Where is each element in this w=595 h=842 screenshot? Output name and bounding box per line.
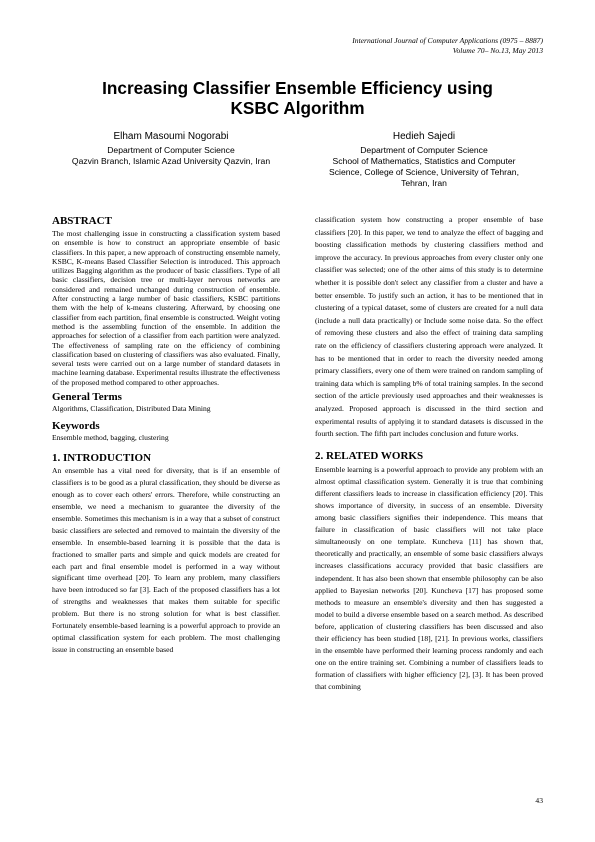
paper-title xyxy=(52,78,543,118)
keywords-heading: Keywords xyxy=(52,419,100,432)
author-affiliation-line: Qazvin Branch, Islamic Azad University Qazvin, Iran xyxy=(71,156,271,166)
keywords-body: Ensemble method, bagging, clustering xyxy=(52,432,169,442)
author-block-1 xyxy=(52,130,290,167)
introduction-body: An ensemble has a vital need for diversity, that is if an ensemble of classifiers is to be good as a plural classification, they should be diverse as enough as to cover each others' errors. Therefore, while constructing an ensemble, we need a mechanism to guarantee the diversity of the ensemble. Sometimes this mechanism is in a way that a subset of construct basic classifiers are selected and removed to maintain the diversity of the ensemble. In ensemble-based learning it is possible that the data is fractioned to smaller parts and simple and quick models are created for each part and final ensemble model is performed in a way without significant time overhead [20]. To learn any problem, many classifiers have been introduced so far [3]. Each of the proposed classifiers has a lot of strengths and weaknesses that makes them suitable for specific problem. But there is no strong solution for what is best classifier. Fortunately ensemble-based learning is a powerful approach to provide an optimal classification system for each problem. The most challenging issue in constructing an ensemble based xyxy=(52,466,280,654)
journal-name: International Journal of Computer Applications (0975 – 8887) xyxy=(352,36,543,45)
general-terms-heading: General Terms xyxy=(52,391,122,404)
author-block-2 xyxy=(305,130,543,189)
introduction-continuation: classification system how constructing a proper ensemble of base classifiers [20]. In this paper, we tend to analyze the effect of bagging and boosting classification methods by clustering classifiers method and improve the accuracy. In previous approaches from every cluster only one classifier was selected; one of the other aims of this study is to determine whether it is possible don't select any classifier from a cluster and have a better ensemble. To justify such an action, it has to be mentioned that in clustering of a typical dataset, some of clusters are created for a null data (include a null data practically) or Include some noise data. So the effect of removing these clusters and also the effect of training data sampling rate on the efficiency of classifiers clustering approach were analyzed. It has to be mentioned that in order to reach the diversity needed among primary classifiers, every one of them were trained on random sampling of training data which is sampling b% of total training samples. In the second section of the article previously used approaches and their weaknesses is analyzed. Proposed approach is discussed in the third section and experimental results of applying it to standard datasets is discussed in the fourth section. The fifth part includes conclusion and future works. xyxy=(315,215,543,439)
journal-volume: Volume 70– No.13, May 2013 xyxy=(452,46,543,55)
journal-header xyxy=(352,36,543,56)
author-name: Elham Masoumi Nogorabi xyxy=(113,131,229,142)
author-affiliation-line: Department of Computer Science xyxy=(107,145,235,155)
author-affiliation-line: School of Mathematics, Statistics and Computer xyxy=(332,156,516,166)
right-column xyxy=(315,214,543,693)
title-line-1: Increasing Classifier Ensemble Efficiency using xyxy=(102,78,493,98)
related-works-body: Ensemble learning is a powerful approach to provide any problem with an almost optimal classification system. Generally it is true that combining different classifiers leads to increase in classification efficiency [20]. This shows importance of diversity, in success of an ensemble. Diversity among basic classifiers signifies their independence. This means that failure in classification of basic classifiers will not take place simultaneously on one template. Kuncheva [11] has shown that, theoretically and practically, an ensemble of some basic classifiers always increases classifications accuracy provided that basic classifiers are independent. It has also been shown that ensemble philosophy can be also applied to Bayesian networks [20]. Kuncheva [17] has proposed some methods to measure an ensemble's diversity and then has suggested a model to build a diverse ensemble based on a search method. As described before, application of clustering classifiers has been discussed and also their efficiency has been studied [18], [21]. In previous works, classifiers in the ensemble have performed their learning process randomly and each one on the entire training set. Combining a number of classifiers leads to formation of classifiers with higher efficiency [2], [3]. It has been proved that combining xyxy=(315,464,543,692)
author-affiliation-line: Tehran, Iran xyxy=(401,178,447,188)
author-affiliation-line: Department of Computer Science xyxy=(360,145,488,155)
introduction-heading: 1. INTRODUCTION xyxy=(52,452,152,465)
abstract-heading: ABSTRACT xyxy=(52,215,112,227)
title-line-2: KSBC Algorithm xyxy=(230,98,365,118)
author-affiliation-line: Science, College of Science, University of Tehran, xyxy=(329,167,519,177)
general-terms-body: Algorithms, Classification, Distributed Data Mining xyxy=(52,404,211,414)
author-name: Hedieh Sajedi xyxy=(392,131,456,142)
page-number: 43 xyxy=(535,796,543,805)
related-works-heading: 2. RELATED WORKS xyxy=(315,449,424,462)
abstract-body: The most challenging issue in constructing a classification system based on ensemble is how to construct an appropriate ensemble of basic classifiers. In this paper, a new approach of constructing ensemble namely, KSBC, K-means Based Classifier Selection is introduced. This approach utilizes Bagging algorithm as the producer of basic classifiers. Type of all basic classifiers, decision tree or multi-layer nervous networks are considered and remained unchanged during construction of ensemble. After constructing a large number of basic classifiers, KSBC partitions them with the help of k-means clustering. Afterward, by choosing one classifier from each partition, final ensemble is constructed. Weight voting method is the assembling function of the ensemble. In addition the approaches for selection of a classifier from each partition were analyzed. The effectiveness of sampling rate on the efficiency of combining classification based on clustering of classifiers was also evaluated. Finally, several tests were carried out on a large number of standard datasets in machine learning database. Experimental results illustrate the effectiveness of the proposed method compared to other approaches. xyxy=(52,229,281,387)
left-column xyxy=(52,214,280,656)
